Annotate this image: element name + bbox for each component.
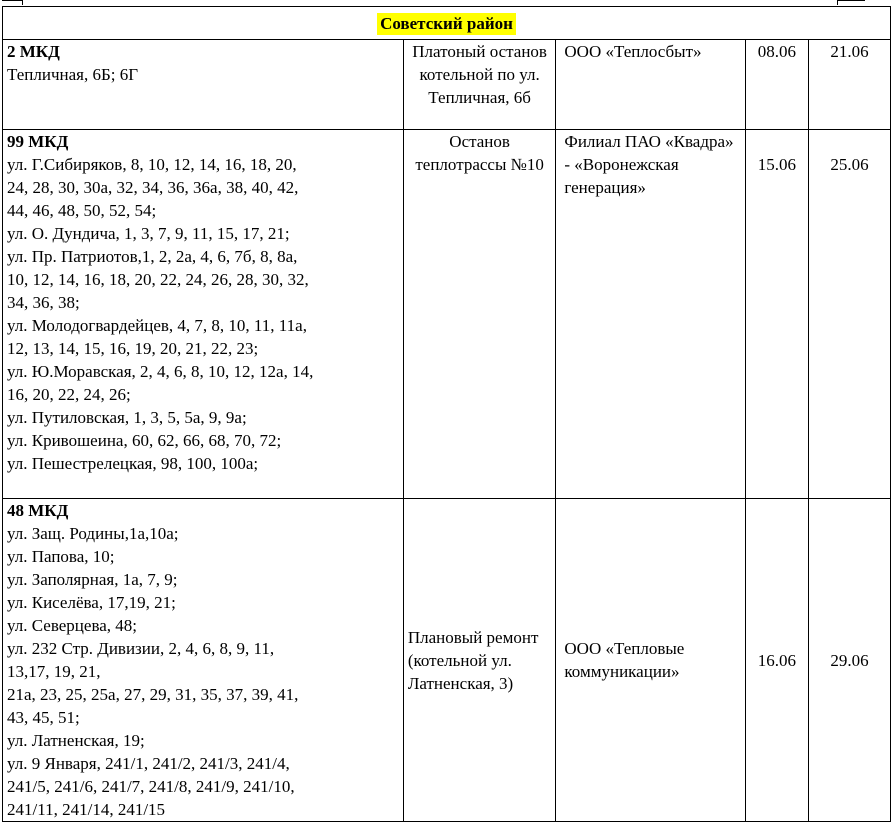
address-line: ул. 9 Января, 241/1, 241/2, 241/3, 241/4, [7, 754, 290, 773]
address-cell [3, 40, 404, 130]
address-line: 16, 20, 22, 24, 26; [7, 385, 131, 404]
address-cell [3, 499, 404, 822]
top-left-rule [2, 0, 22, 1]
table-row [3, 130, 891, 499]
address-line: ул. Пешестрелецкая, 98, 100, 100а; [7, 454, 259, 473]
address-line: 12, 13, 14, 15, 16, 19, 20, 21, 22, 23; [7, 339, 259, 358]
address-cell [3, 130, 404, 499]
address-line: ул. Ю.Моравская, 2, 4, 6, 8, 10, 12, 12а, 14, [7, 362, 314, 381]
start-date-cell: 15.06 [745, 130, 808, 499]
address-line: ул. Защ. Родины,1а,10а; [7, 524, 179, 543]
address-line: Тепличная, 6Б; 6Г [7, 65, 139, 84]
address-line: ул. Заполярная, 1а, 7, 9; [7, 570, 178, 589]
start-date-cell: 16.06 [745, 499, 808, 822]
mkd-count: 99 МКД [7, 132, 69, 151]
address-line: 10, 12, 14, 16, 18, 20, 22, 24, 26, 28, 30, 32, [7, 270, 309, 289]
reason-cell: Плановый ремонт (котельной ул. Латненская, 3) [403, 499, 556, 822]
address-line: ул. Путиловская, 1, 3, 5, 5а, 9, 9а; [7, 408, 247, 427]
top-left-corner-mark [22, 0, 23, 5]
end-date-cell: 29.06 [808, 499, 890, 822]
address-line: ул. Пр. Патриотов,1, 2, 2а, 4, 6, 7б, 8, 8а, [7, 247, 298, 266]
address-line: 241/11, 241/14, 241/15 [7, 800, 166, 819]
address-line: 43, 45, 51; [7, 708, 80, 727]
outage-schedule-table [2, 6, 891, 822]
top-right-corner-mark [837, 0, 838, 5]
address-line: ул. Г.Сибиряков, 8, 10, 12, 14, 16, 18, 20, [7, 155, 297, 174]
address-line: 241/5, 241/6, 241/7, 241/8, 241/9, 241/10, [7, 777, 295, 796]
reason-cell: Останов теплотрассы №10 [403, 130, 556, 499]
address-line: 21а, 23, 25, 25а, 27, 29, 31, 35, 37, 39, 41, [7, 685, 299, 704]
address-line: 44, 46, 48, 50, 52, 54; [7, 201, 157, 220]
address-line: ул. Папова, 10; [7, 547, 115, 566]
mkd-count: 48 МКД [7, 501, 69, 520]
address-line: ул. Латненская, 19; [7, 731, 145, 750]
end-date-cell: 25.06 [808, 130, 890, 499]
start-date-cell: 08.06 [745, 40, 808, 130]
table-row [3, 40, 891, 130]
address-line: ул. Северцева, 48; [7, 616, 138, 635]
organization-cell: Филиал ПАО «Квадра» - «Воронежская генерация» [556, 130, 745, 499]
district-title: Советский район [377, 13, 516, 35]
district-header-cell [3, 7, 891, 40]
address-line: ул. О. Дундича, 1, 3, 7, 9, 11, 15, 17, 21; [7, 224, 290, 243]
mkd-count: 2 МКД [7, 42, 60, 61]
address-line: ул. Киселёва, 17,19, 21; [7, 593, 176, 612]
address-line: 13,17, 19, 21, [7, 662, 101, 681]
address-line: 24, 28, 30, 30а, 32, 34, 36, 36а, 38, 40, 42, [7, 178, 299, 197]
top-right-rule [837, 0, 865, 1]
address-line: ул. 232 Стр. Дивизии, 2, 4, 6, 8, 9, 11, [7, 639, 275, 658]
organization-cell: ООО «Тепловые коммуникации» [556, 499, 745, 822]
reason-cell: Платоный останов котельной по ул. Тепличная, 6б [403, 40, 556, 130]
address-line: ул. Молодогвардейцев, 4, 7, 8, 10, 11, 11а, [7, 316, 307, 335]
address-line: 34, 36, 38; [7, 293, 80, 312]
table-row [3, 499, 891, 822]
end-date-cell: 21.06 [808, 40, 890, 130]
district-header-row [3, 7, 891, 40]
address-line: ул. Кривошеина, 60, 62, 66, 68, 70, 72; [7, 431, 282, 450]
organization-cell: ООО «Теплосбыт» [556, 40, 745, 130]
